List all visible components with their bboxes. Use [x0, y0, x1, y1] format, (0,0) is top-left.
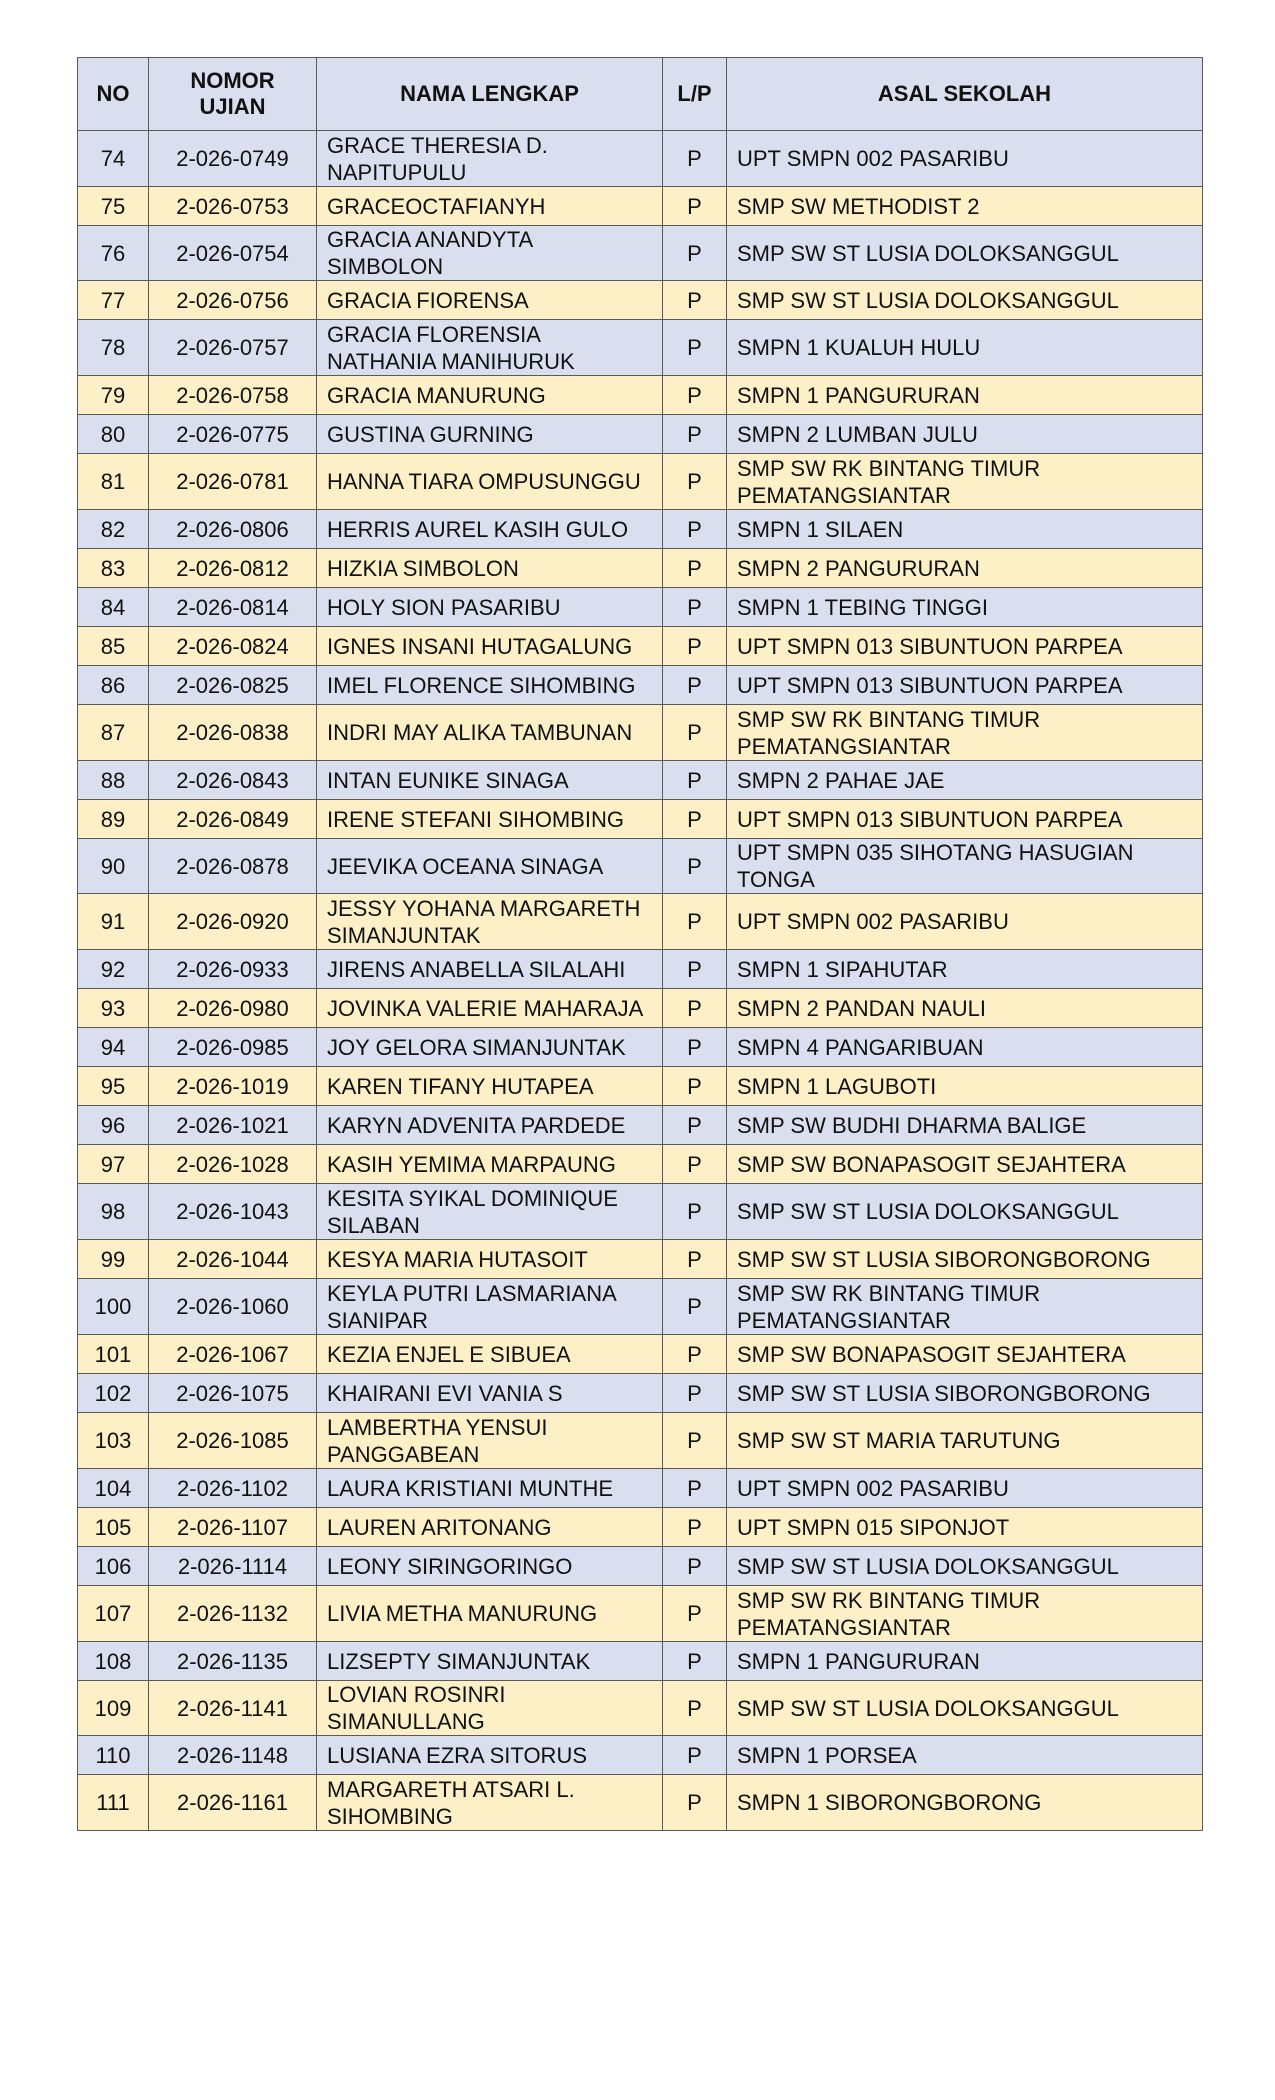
cell-asal-sekolah: SMPN 1 TEBING TINGGI	[727, 588, 1203, 627]
cell-asal-sekolah: SMPN 2 LUMBAN JULU	[727, 415, 1203, 454]
cell-lp: P	[663, 1681, 727, 1736]
cell-nomor-ujian: 2-026-0749	[149, 131, 317, 187]
cell-nama-lengkap: LEONY SIRINGORINGO	[317, 1547, 663, 1586]
cell-asal-sekolah: SMP SW ST LUSIA DOLOKSANGGUL	[727, 281, 1203, 320]
cell-lp: P	[663, 705, 727, 761]
cell-nama-lengkap: HANNA TIARA OMPUSUNGGU	[317, 454, 663, 510]
cell-no: 105	[78, 1508, 149, 1547]
cell-no: 101	[78, 1335, 149, 1374]
cell-no: 104	[78, 1469, 149, 1508]
cell-asal-sekolah: SMPN 1 KUALUH HULU	[727, 320, 1203, 376]
table-row	[78, 226, 1203, 281]
cell-lp: P	[663, 510, 727, 549]
cell-nomor-ujian: 2-026-1114	[149, 1547, 317, 1586]
cell-asal-sekolah: SMPN 2 PANGURURAN	[727, 549, 1203, 588]
cell-lp: P	[663, 549, 727, 588]
cell-nama-lengkap: LIZSEPTY SIMANJUNTAK	[317, 1642, 663, 1681]
cell-lp: P	[663, 989, 727, 1028]
table-row	[78, 1681, 1203, 1736]
cell-nomor-ujian: 2-026-1148	[149, 1736, 317, 1775]
cell-lp: P	[663, 1145, 727, 1184]
cell-nama-lengkap: KHAIRANI EVI VANIA S	[317, 1374, 663, 1413]
cell-nomor-ujian: 2-026-1141	[149, 1681, 317, 1736]
cell-asal-sekolah: UPT SMPN 013 SIBUNTUON PARPEA	[727, 627, 1203, 666]
cell-nama-lengkap: GRACIA FLORENSIA NATHANIA MANIHURUK	[317, 320, 663, 376]
cell-lp: P	[663, 1642, 727, 1681]
cell-no: 83	[78, 549, 149, 588]
cell-nama-lengkap: LAURA KRISTIANI MUNTHE	[317, 1469, 663, 1508]
cell-nama-lengkap: LUSIANA EZRA SITORUS	[317, 1736, 663, 1775]
cell-asal-sekolah: SMPN 1 PANGURURAN	[727, 376, 1203, 415]
cell-nomor-ujian: 2-026-0781	[149, 454, 317, 510]
table-row	[78, 894, 1203, 950]
cell-nama-lengkap: KARYN ADVENITA PARDEDE	[317, 1106, 663, 1145]
cell-lp: P	[663, 1028, 727, 1067]
cell-asal-sekolah: UPT SMPN 035 SIHOTANG HASUGIAN TONGA	[727, 839, 1203, 894]
cell-asal-sekolah: SMP SW BONAPASOGIT SEJAHTERA	[727, 1145, 1203, 1184]
cell-asal-sekolah: SMP SW RK BINTANG TIMUR PEMATANGSIANTAR	[727, 454, 1203, 510]
cell-nomor-ujian: 2-026-0824	[149, 627, 317, 666]
cell-no: 77	[78, 281, 149, 320]
cell-lp: P	[663, 131, 727, 187]
cell-no: 79	[78, 376, 149, 415]
header-asal-sekolah: ASAL SEKOLAH	[727, 58, 1203, 131]
cell-nomor-ujian: 2-026-1075	[149, 1374, 317, 1413]
cell-no: 110	[78, 1736, 149, 1775]
cell-nomor-ujian: 2-026-1135	[149, 1642, 317, 1681]
cell-asal-sekolah: SMP SW ST LUSIA DOLOKSANGGUL	[727, 1681, 1203, 1736]
cell-nomor-ujian: 2-026-0754	[149, 226, 317, 281]
table-row	[78, 510, 1203, 549]
cell-lp: P	[663, 761, 727, 800]
cell-nama-lengkap: JIRENS ANABELLA SILALAHI	[317, 950, 663, 989]
table-row	[78, 320, 1203, 376]
table-row	[78, 1469, 1203, 1508]
cell-nomor-ujian: 2-026-1067	[149, 1335, 317, 1374]
table-row	[78, 1106, 1203, 1145]
cell-no: 84	[78, 588, 149, 627]
cell-nomor-ujian: 2-026-1085	[149, 1413, 317, 1469]
cell-nomor-ujian: 2-026-0825	[149, 666, 317, 705]
cell-asal-sekolah: SMPN 1 PANGURURAN	[727, 1642, 1203, 1681]
cell-no: 106	[78, 1547, 149, 1586]
table-row	[78, 1508, 1203, 1547]
table-row	[78, 1736, 1203, 1775]
table-row	[78, 131, 1203, 187]
table-row	[78, 415, 1203, 454]
cell-no: 99	[78, 1240, 149, 1279]
cell-asal-sekolah: UPT SMPN 002 PASARIBU	[727, 1469, 1203, 1508]
cell-asal-sekolah: SMP SW RK BINTANG TIMUR PEMATANGSIANTAR	[727, 705, 1203, 761]
cell-nomor-ujian: 2-026-1028	[149, 1145, 317, 1184]
cell-lp: P	[663, 376, 727, 415]
cell-nama-lengkap: HERRIS AUREL KASIH GULO	[317, 510, 663, 549]
cell-no: 100	[78, 1279, 149, 1335]
cell-asal-sekolah: SMPN 4 PANGARIBUAN	[727, 1028, 1203, 1067]
cell-nama-lengkap: KEZIA ENJEL E SIBUEA	[317, 1335, 663, 1374]
cell-no: 76	[78, 226, 149, 281]
table-header	[78, 58, 1203, 131]
cell-nama-lengkap: IRENE STEFANI SIHOMBING	[317, 800, 663, 839]
cell-nomor-ujian: 2-026-0753	[149, 187, 317, 226]
cell-nomor-ujian: 2-026-0806	[149, 510, 317, 549]
cell-nomor-ujian: 2-026-0838	[149, 705, 317, 761]
cell-lp: P	[663, 1106, 727, 1145]
cell-lp: P	[663, 1279, 727, 1335]
cell-nomor-ujian: 2-026-0756	[149, 281, 317, 320]
cell-lp: P	[663, 1184, 727, 1240]
cell-nama-lengkap: GRACEOCTAFIANYH	[317, 187, 663, 226]
cell-nama-lengkap: KASIH YEMIMA MARPAUNG	[317, 1145, 663, 1184]
cell-nomor-ujian: 2-026-0758	[149, 376, 317, 415]
cell-asal-sekolah: SMPN 1 SIBORONGBORONG	[727, 1775, 1203, 1831]
cell-asal-sekolah: UPT SMPN 002 PASARIBU	[727, 131, 1203, 187]
cell-nama-lengkap: HIZKIA SIMBOLON	[317, 549, 663, 588]
cell-asal-sekolah: SMP SW ST LUSIA DOLOKSANGGUL	[727, 226, 1203, 281]
cell-lp: P	[663, 588, 727, 627]
cell-lp: P	[663, 1374, 727, 1413]
cell-nama-lengkap: LAUREN ARITONANG	[317, 1508, 663, 1547]
table-row	[78, 1775, 1203, 1831]
cell-no: 109	[78, 1681, 149, 1736]
table-row	[78, 187, 1203, 226]
cell-nomor-ujian: 2-026-1019	[149, 1067, 317, 1106]
cell-nama-lengkap: GUSTINA GURNING	[317, 415, 663, 454]
cell-asal-sekolah: SMPN 2 PAHAE JAE	[727, 761, 1203, 800]
cell-asal-sekolah: SMPN 1 PORSEA	[727, 1736, 1203, 1775]
cell-no: 86	[78, 666, 149, 705]
table-row	[78, 1145, 1203, 1184]
cell-nomor-ujian: 2-026-0757	[149, 320, 317, 376]
cell-asal-sekolah: SMP SW METHODIST 2	[727, 187, 1203, 226]
cell-asal-sekolah: SMP SW ST LUSIA SIBORONGBORONG	[727, 1240, 1203, 1279]
cell-nomor-ujian: 2-026-0843	[149, 761, 317, 800]
cell-nama-lengkap: KEYLA PUTRI LASMARIANA SIANIPAR	[317, 1279, 663, 1335]
cell-asal-sekolah: SMP SW ST LUSIA DOLOKSANGGUL	[727, 1184, 1203, 1240]
cell-asal-sekolah: SMP SW BONAPASOGIT SEJAHTERA	[727, 1335, 1203, 1374]
cell-asal-sekolah: SMP SW BUDHI DHARMA BALIGE	[727, 1106, 1203, 1145]
cell-asal-sekolah: SMP SW ST LUSIA DOLOKSANGGUL	[727, 1547, 1203, 1586]
cell-nomor-ujian: 2-026-1021	[149, 1106, 317, 1145]
cell-asal-sekolah: SMP SW RK BINTANG TIMUR PEMATANGSIANTAR	[727, 1586, 1203, 1642]
cell-asal-sekolah: SMPN 1 SILAEN	[727, 510, 1203, 549]
cell-nama-lengkap: LOVIAN ROSINRI SIMANULLANG	[317, 1681, 663, 1736]
table-row	[78, 1374, 1203, 1413]
table-row	[78, 950, 1203, 989]
cell-lp: P	[663, 1335, 727, 1374]
header-row	[78, 58, 1203, 131]
cell-no: 96	[78, 1106, 149, 1145]
cell-nomor-ujian: 2-026-0933	[149, 950, 317, 989]
cell-no: 75	[78, 187, 149, 226]
table-row	[78, 1279, 1203, 1335]
header-lp: L/P	[663, 58, 727, 131]
table-row	[78, 1240, 1203, 1279]
table-row	[78, 454, 1203, 510]
cell-lp: P	[663, 320, 727, 376]
cell-nomor-ujian: 2-026-0814	[149, 588, 317, 627]
cell-nomor-ujian: 2-026-0985	[149, 1028, 317, 1067]
cell-nama-lengkap: GRACIA ANANDYTA SIMBOLON	[317, 226, 663, 281]
cell-no: 85	[78, 627, 149, 666]
cell-asal-sekolah: SMPN 1 SIPAHUTAR	[727, 950, 1203, 989]
cell-asal-sekolah: UPT SMPN 013 SIBUNTUON PARPEA	[727, 666, 1203, 705]
cell-lp: P	[663, 1067, 727, 1106]
cell-lp: P	[663, 627, 727, 666]
cell-no: 107	[78, 1586, 149, 1642]
table-row	[78, 989, 1203, 1028]
cell-no: 82	[78, 510, 149, 549]
cell-no: 103	[78, 1413, 149, 1469]
cell-nama-lengkap: JESSY YOHANA MARGARETH SIMANJUNTAK	[317, 894, 663, 950]
table-row	[78, 1067, 1203, 1106]
cell-nomor-ujian: 2-026-1102	[149, 1469, 317, 1508]
cell-lp: P	[663, 1240, 727, 1279]
cell-no: 78	[78, 320, 149, 376]
cell-nomor-ujian: 2-026-1107	[149, 1508, 317, 1547]
cell-nama-lengkap: GRACE THERESIA D. NAPITUPULU	[317, 131, 663, 187]
cell-lp: P	[663, 666, 727, 705]
cell-nomor-ujian: 2-026-0812	[149, 549, 317, 588]
cell-no: 88	[78, 761, 149, 800]
cell-nama-lengkap: LAMBERTHA YENSUI PANGGABEAN	[317, 1413, 663, 1469]
table-row	[78, 627, 1203, 666]
cell-asal-sekolah: SMPN 1 LAGUBOTI	[727, 1067, 1203, 1106]
cell-lp: P	[663, 281, 727, 320]
cell-lp: P	[663, 226, 727, 281]
cell-no: 90	[78, 839, 149, 894]
cell-no: 80	[78, 415, 149, 454]
cell-no: 81	[78, 454, 149, 510]
cell-nama-lengkap: KESITA SYIKAL DOMINIQUE SILABAN	[317, 1184, 663, 1240]
cell-nomor-ujian: 2-026-1043	[149, 1184, 317, 1240]
table-row	[78, 549, 1203, 588]
cell-lp: P	[663, 1775, 727, 1831]
cell-nama-lengkap: MARGARETH ATSARI L. SIHOMBING	[317, 1775, 663, 1831]
cell-nomor-ujian: 2-026-0980	[149, 989, 317, 1028]
header-nomor-ujian: NOMOR UJIAN	[149, 58, 317, 131]
cell-lp: P	[663, 415, 727, 454]
cell-lp: P	[663, 839, 727, 894]
cell-lp: P	[663, 1547, 727, 1586]
cell-nomor-ujian: 2-026-0775	[149, 415, 317, 454]
cell-asal-sekolah: UPT SMPN 013 SIBUNTUON PARPEA	[727, 800, 1203, 839]
cell-lp: P	[663, 187, 727, 226]
cell-no: 92	[78, 950, 149, 989]
cell-no: 97	[78, 1145, 149, 1184]
cell-nomor-ujian: 2-026-1044	[149, 1240, 317, 1279]
table-row	[78, 1642, 1203, 1681]
cell-nama-lengkap: JOVINKA VALERIE MAHARAJA	[317, 989, 663, 1028]
cell-asal-sekolah: SMP SW RK BINTANG TIMUR PEMATANGSIANTAR	[727, 1279, 1203, 1335]
cell-lp: P	[663, 1469, 727, 1508]
cell-no: 91	[78, 894, 149, 950]
cell-asal-sekolah: SMP SW ST MARIA TARUTUNG	[727, 1413, 1203, 1469]
cell-nama-lengkap: IGNES INSANI HUTAGALUNG	[317, 627, 663, 666]
table-row	[78, 376, 1203, 415]
cell-nama-lengkap: JOY GELORA SIMANJUNTAK	[317, 1028, 663, 1067]
table-row	[78, 666, 1203, 705]
cell-nama-lengkap: JEEVIKA OCEANA SINAGA	[317, 839, 663, 894]
cell-no: 94	[78, 1028, 149, 1067]
cell-asal-sekolah: SMP SW ST LUSIA SIBORONGBORONG	[727, 1374, 1203, 1413]
cell-no: 95	[78, 1067, 149, 1106]
table-row	[78, 705, 1203, 761]
cell-nomor-ujian: 2-026-1132	[149, 1586, 317, 1642]
cell-no: 89	[78, 800, 149, 839]
table-row	[78, 1335, 1203, 1374]
cell-nama-lengkap: KESYA MARIA HUTASOIT	[317, 1240, 663, 1279]
cell-nomor-ujian: 2-026-0920	[149, 894, 317, 950]
cell-lp: P	[663, 1413, 727, 1469]
participant-table	[77, 57, 1203, 1831]
cell-lp: P	[663, 800, 727, 839]
cell-asal-sekolah: UPT SMPN 015 SIPONJOT	[727, 1508, 1203, 1547]
cell-no: 98	[78, 1184, 149, 1240]
table-row	[78, 281, 1203, 320]
cell-nama-lengkap: INTAN EUNIKE SINAGA	[317, 761, 663, 800]
cell-nama-lengkap: IMEL FLORENCE SIHOMBING	[317, 666, 663, 705]
cell-no: 102	[78, 1374, 149, 1413]
cell-nama-lengkap: HOLY SION PASARIBU	[317, 588, 663, 627]
table-row	[78, 1547, 1203, 1586]
cell-nomor-ujian: 2-026-0849	[149, 800, 317, 839]
cell-asal-sekolah: SMPN 2 PANDAN NAULI	[727, 989, 1203, 1028]
cell-nama-lengkap: GRACIA FIORENSA	[317, 281, 663, 320]
cell-nama-lengkap: GRACIA MANURUNG	[317, 376, 663, 415]
header-nama-lengkap: NAMA LENGKAP	[317, 58, 663, 131]
table-body	[78, 131, 1203, 1831]
table-row	[78, 839, 1203, 894]
cell-nama-lengkap: KAREN TIFANY HUTAPEA	[317, 1067, 663, 1106]
cell-lp: P	[663, 950, 727, 989]
cell-asal-sekolah: UPT SMPN 002 PASARIBU	[727, 894, 1203, 950]
table-row	[78, 1413, 1203, 1469]
table-row	[78, 588, 1203, 627]
cell-nomor-ujian: 2-026-1161	[149, 1775, 317, 1831]
table-row	[78, 1586, 1203, 1642]
cell-lp: P	[663, 1586, 727, 1642]
table-row	[78, 1184, 1203, 1240]
cell-nama-lengkap: INDRI MAY ALIKA TAMBUNAN	[317, 705, 663, 761]
cell-no: 108	[78, 1642, 149, 1681]
cell-lp: P	[663, 1736, 727, 1775]
cell-no: 74	[78, 131, 149, 187]
table-row	[78, 1028, 1203, 1067]
table-row	[78, 761, 1203, 800]
cell-no: 87	[78, 705, 149, 761]
header-no: NO	[78, 58, 149, 131]
table-row	[78, 800, 1203, 839]
cell-nomor-ujian: 2-026-0878	[149, 839, 317, 894]
cell-lp: P	[663, 454, 727, 510]
cell-nomor-ujian: 2-026-1060	[149, 1279, 317, 1335]
cell-no: 111	[78, 1775, 149, 1831]
cell-lp: P	[663, 1508, 727, 1547]
cell-lp: P	[663, 894, 727, 950]
cell-nama-lengkap: LIVIA METHA MANURUNG	[317, 1586, 663, 1642]
cell-no: 93	[78, 989, 149, 1028]
